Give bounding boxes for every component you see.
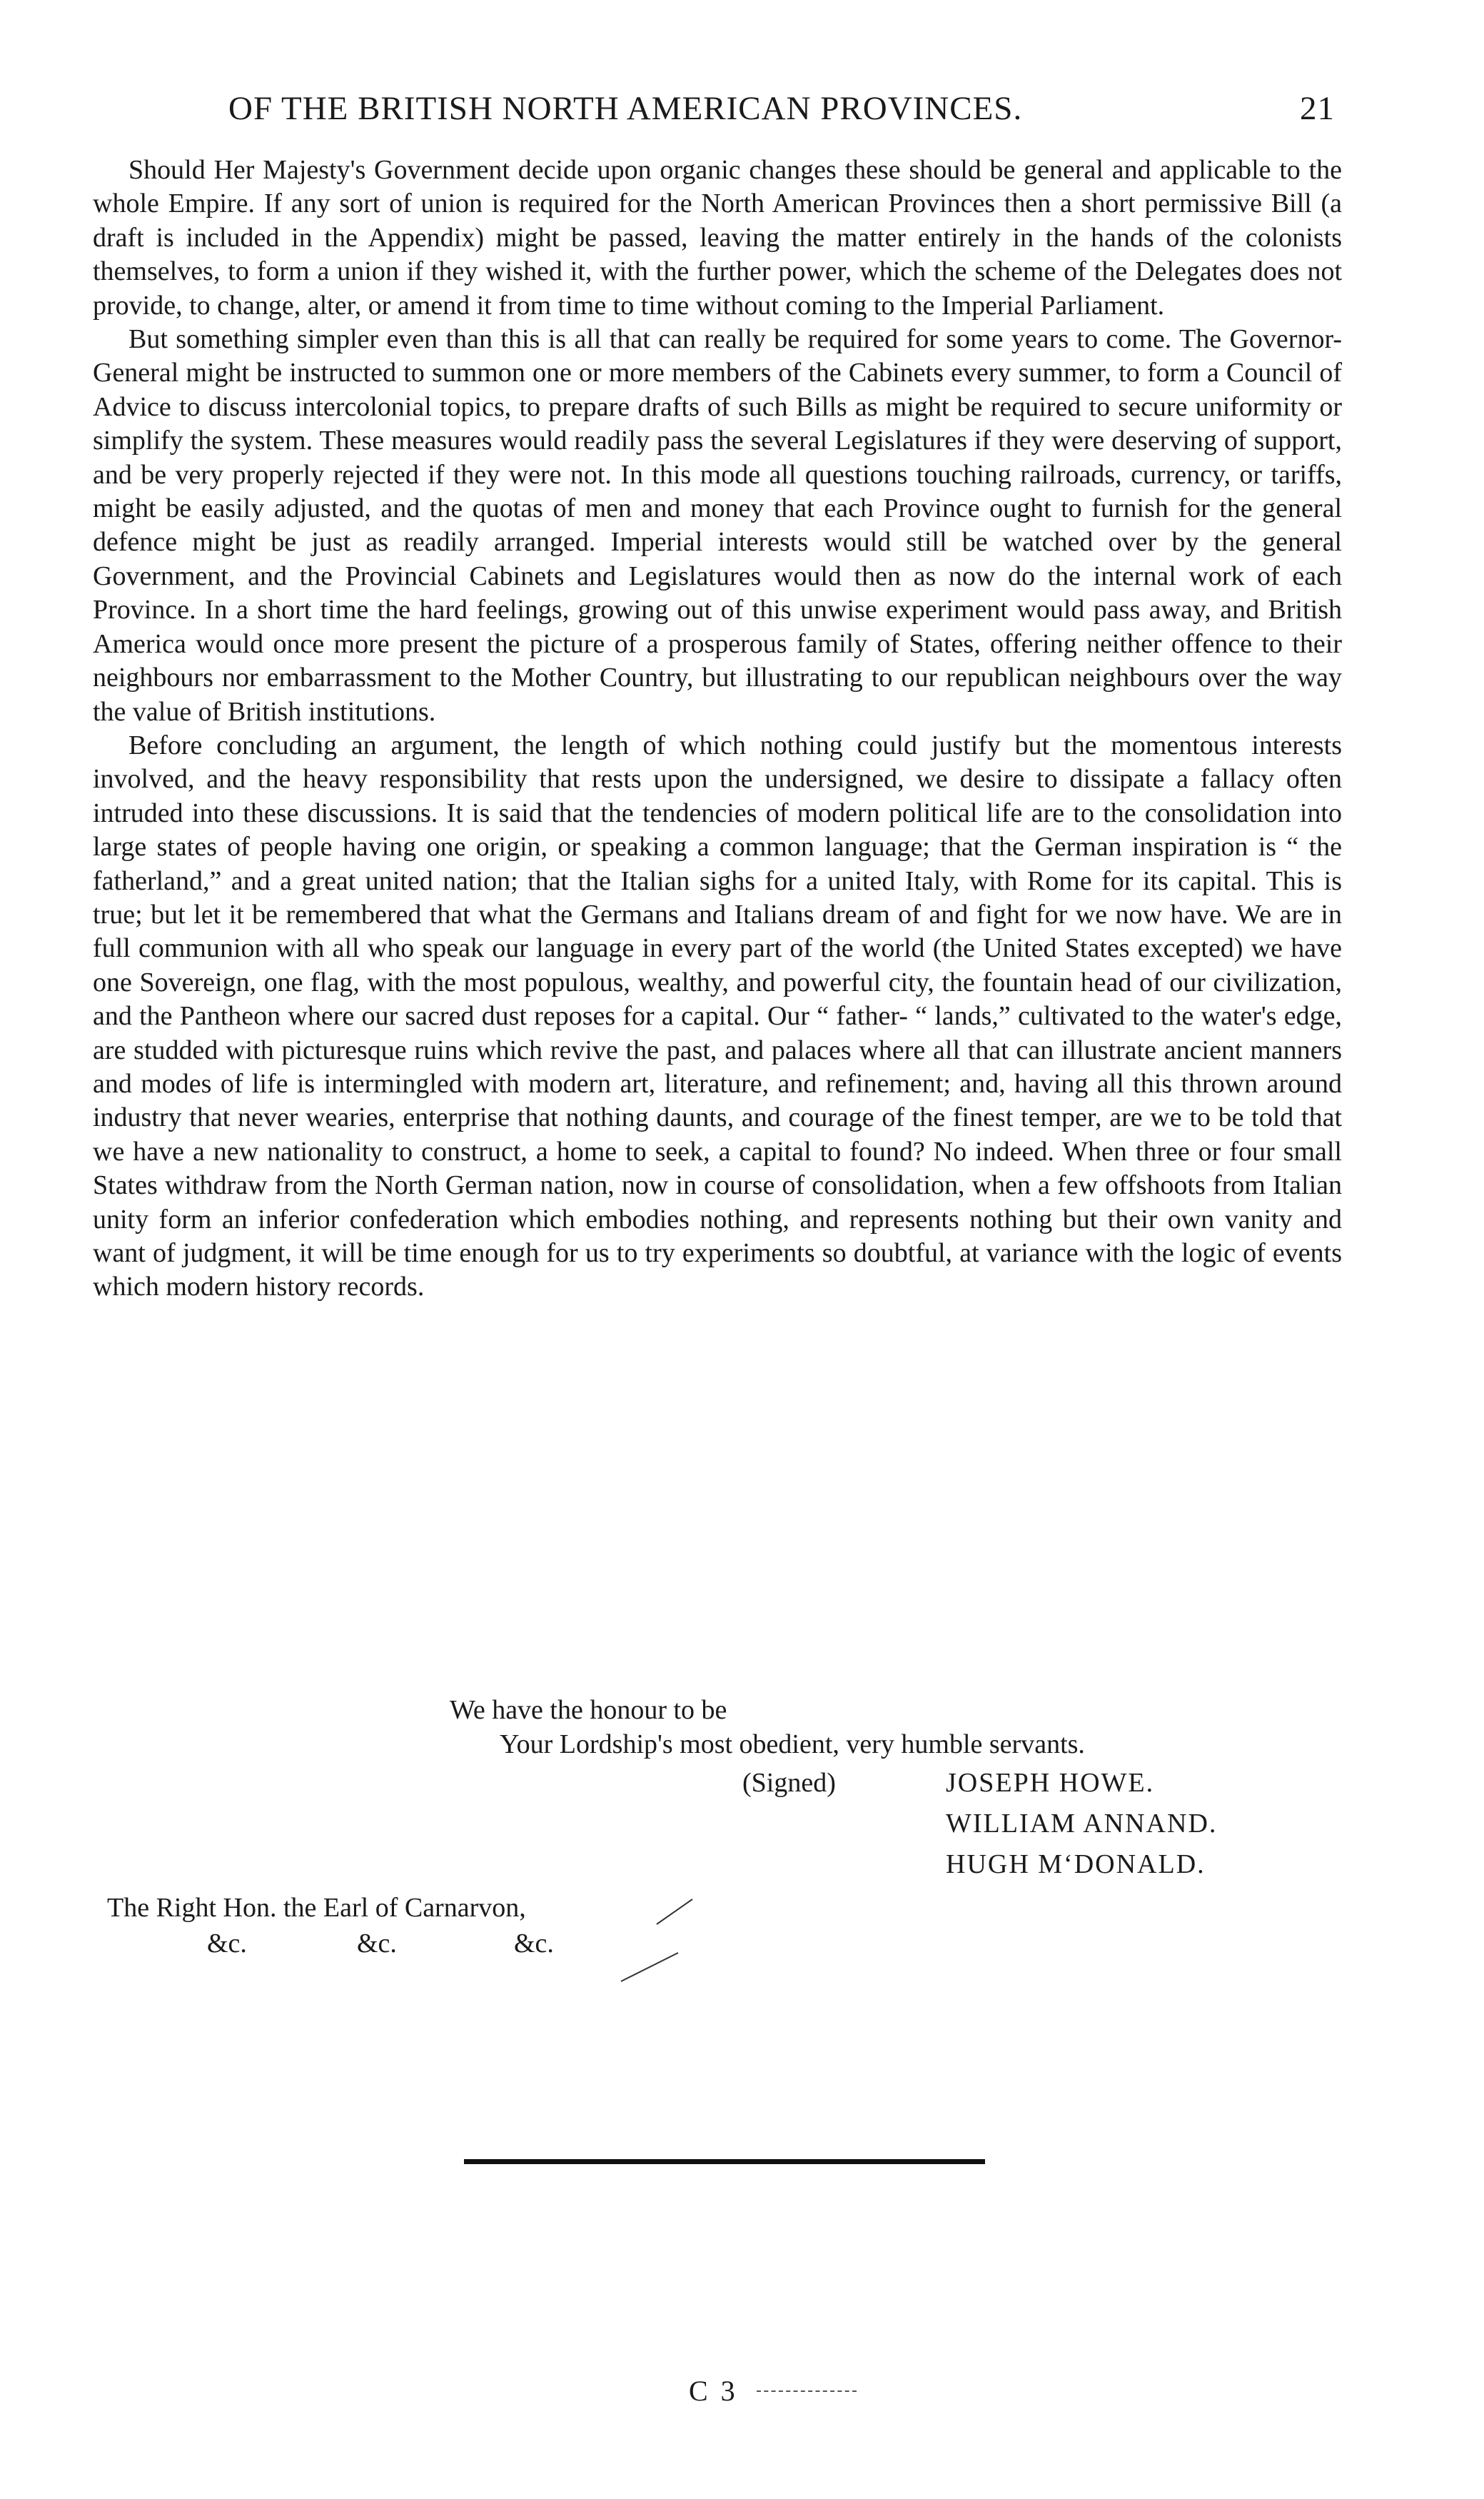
running-header [214, 82, 1356, 139]
header-title: OF THE BRITISH NORTH AMERICAN PROVINCES. [228, 90, 1023, 127]
closing-rule [464, 2159, 985, 2164]
signer-name: HUGH M‘DONALD. [946, 1849, 1206, 1879]
addressee-etc: &c. [207, 1929, 247, 1959]
addressee-etc: &c. [514, 1929, 554, 1959]
letter-body [93, 154, 1342, 1304]
addressee-etc: &c. [357, 1929, 397, 1959]
closing-line-2: Your Lordship's most obedient, very humble servants. [500, 1729, 1085, 1759]
closing-line-1: We have the honour to be [450, 1695, 727, 1725]
page-number: 21 [1300, 90, 1335, 127]
pen-stroke-mark [614, 1896, 771, 1988]
paragraph: Should Her Majesty's Government decide upon organic changes these should be general and applicable to the whole Empire. If any sort of union is required for the North American Provinces then a short permissive Bill (a draft is included in the Appendix) might be passed, leaving the matter entirely in the hands of the colonists themselves, to form a union if they wished it, with the further power, which the scheme of the Delegates does not provide, to change, alter, or amend it from time to time without coming to the Imperial Parliament. [93, 155, 1342, 321]
paragraph: But something simpler even than this is all that can really be required for some years to come. The Governor-General might be instructed to summon one or more members of the Cabinets every summer, to form a Council of Advice to discuss intercolonial topics, to prepare drafts of such Bills as might be required to secure uniformity or simplify the system. These measures would readily pass the several Legislatures if they were deserving of support, and be very properly rejected if they were not. In this mode all questions touching railroads, currency, or tariffs, might be easily adjusted, and the quotas of men and money that each Province ought to furnish for the general defence might be just as readily arranged. Imperial interests would still be watched over by the general Government, and the Provincial Cabinets and Legislatures would then as now do the internal work of each Province. In a short time the hard feelings, growing out of this unwise experiment would pass away, and British America would once more present the picture of a prosperous family of States, offering neither offence to their neighbours nor embarrassment to the Mother Country, but illustrating to our republican neighbours over the way the value of British institutions. [93, 324, 1342, 727]
signer-name: WILLIAM ANNAND. [946, 1809, 1218, 1839]
addressee-name: The Right Hon. the Earl of Carnarvon, [107, 1893, 526, 1923]
signature-mark: C 3 [689, 2375, 738, 2407]
signed-label: (Signed) [742, 1768, 836, 1798]
footer-dash [757, 2390, 857, 2392]
signer-name: JOSEPH HOWE. [946, 1768, 1155, 1798]
paragraph: Before concluding an argument, the length of which nothing could justify but the momentous interests involved, and the heavy responsibility that rests upon the undersigned, we desire to dissipate a fallacy often intruded into these discussions. It is said that the tendencies of modern political life are to the consolidation into large states of people having one origin, or speaking a common language; that the German inspiration is “ the fatherland,” and a great united nation; that the Italian sighs for a united Italy, with Rome for its capital. This is true; but let it be remembered that what the Germans and Italians dream of and fight for we now have. We are in full communion with all who speak our language in every part of the world (the United States excepted) we have one Sovereign, one flag, with the most populous, wealthy, and powerful city, the fountain head of our civilization, and the Pantheon where our sacred dust reposes for a capital. Our “ father- “ lands,” cultivated to the water's edge, are studded with picturesque ruins which revive the past, and palaces where all that can illustrate ancient manners and modes of life is intermingled with modern art, literature, and refinement; and, having all this thrown around industry that never wearies, enterprise that nothing daunts, and courage of the finest temper, are we to be told that we have a new nationality to construct, a home to seek, a capital to found? No indeed. When three or four small States withdraw from the North German nation, now in course of consolidation, when a few offshoots from Italian unity form an inferior confederation which embodies nothing, and represents nothing but their own vanity and want of judgment, it will be time enough for us to try experiments so doubtful, at variance with the logic of events which modern history records. [93, 730, 1342, 1302]
